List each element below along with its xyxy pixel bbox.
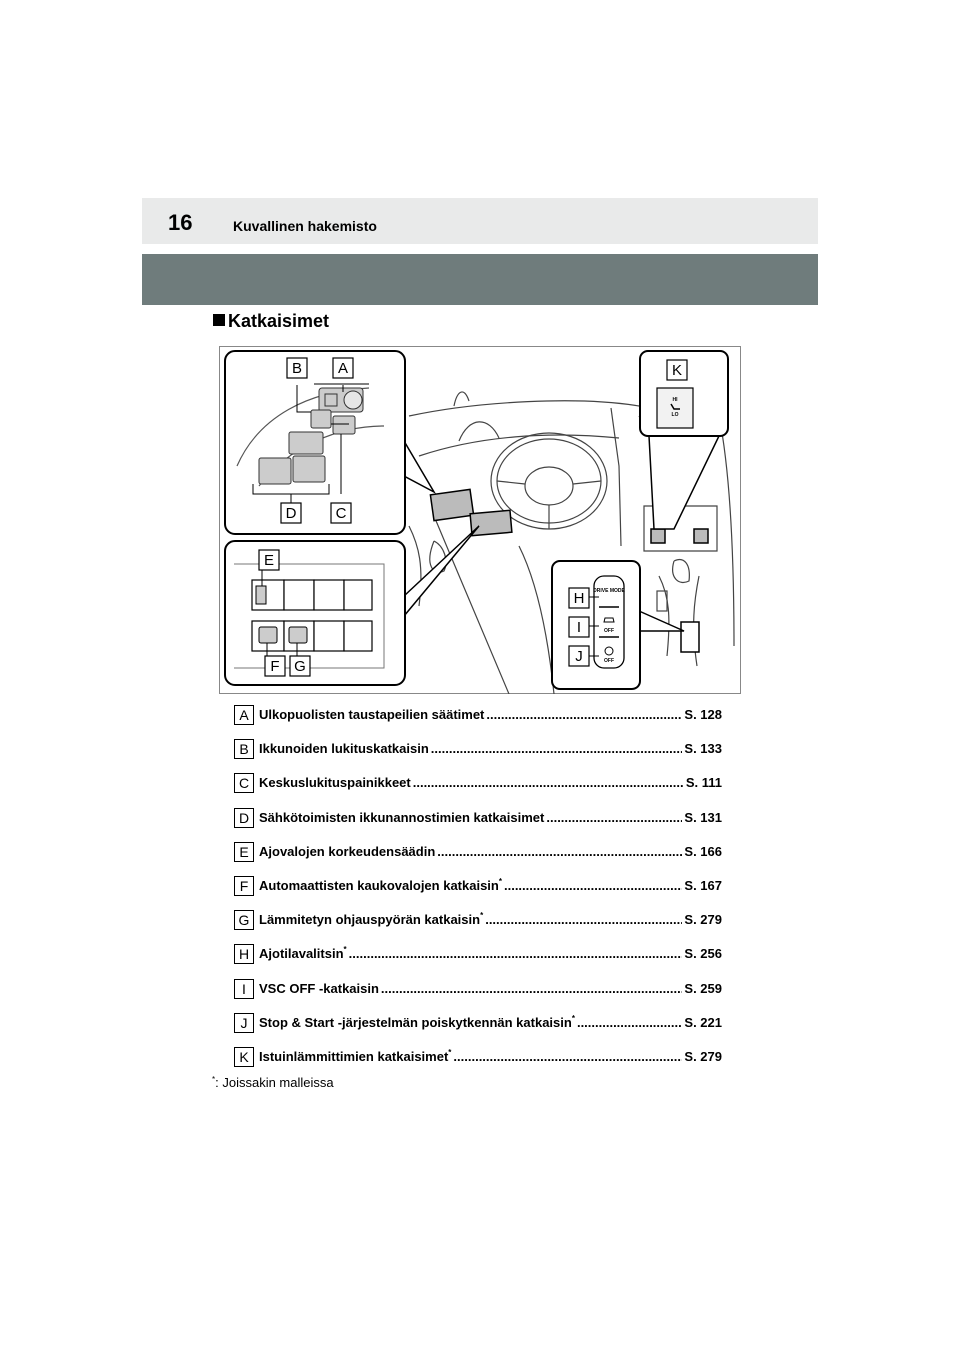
leader-dots xyxy=(349,946,683,962)
legend-item-e xyxy=(234,842,724,862)
legend-asterisk: * xyxy=(448,1049,452,1057)
legend-label-text: Stop & Start -järjestelmän poiskytkennän katkaisin xyxy=(259,1014,572,1030)
label-A-text: A xyxy=(337,360,349,377)
legend-key-badge: E xyxy=(234,842,254,862)
leader-dots xyxy=(486,707,682,723)
label-B-text: B xyxy=(291,360,303,377)
legend-label xyxy=(259,981,379,997)
seat-heater-panel xyxy=(640,351,728,436)
legend-label-text: VSC OFF -katkaisin xyxy=(259,980,379,996)
legend-label xyxy=(259,707,484,723)
legend-key-badge: C xyxy=(234,773,254,793)
off-text-2: OFF xyxy=(604,658,614,664)
legend-key-badge: H xyxy=(234,944,254,964)
legend-label-text: Istuinlämmittimien katkaisimet xyxy=(259,1049,449,1064)
legend-label xyxy=(259,775,411,791)
legend-asterisk: * xyxy=(480,912,484,921)
legend-entry xyxy=(259,981,722,997)
legend-item-d xyxy=(234,808,724,828)
legend-asterisk: * xyxy=(343,946,347,955)
legend-entry xyxy=(259,878,722,894)
legend-label xyxy=(259,1015,575,1031)
legend-page-ref[interactable]: S. 221 xyxy=(684,1014,722,1030)
legend-label xyxy=(259,741,429,757)
legend-label xyxy=(259,810,544,826)
legend-key-badge: J xyxy=(234,1013,254,1033)
legend-page-ref[interactable]: S. 111 xyxy=(685,775,722,791)
footnote-text: : Joissakin malleissa xyxy=(215,1075,334,1090)
door-switch-panel xyxy=(225,351,405,534)
section-bar xyxy=(142,254,818,305)
legend-page-ref[interactable]: S. 128 xyxy=(684,707,722,722)
leader-dots xyxy=(413,775,684,791)
leader-dots xyxy=(485,912,682,928)
legend-label-text: Ulkopuolisten taustapeilien säätimet xyxy=(259,707,485,722)
legend-label-text: Ajovalojen korkeudensäädin xyxy=(259,843,436,859)
legend-entry xyxy=(259,1049,722,1065)
legend-key-badge: D xyxy=(234,808,254,828)
legend-entry xyxy=(259,775,722,791)
lo-text: LO xyxy=(671,412,679,418)
legend-item-h xyxy=(234,944,724,964)
legend-asterisk: * xyxy=(571,1014,575,1023)
legend-label xyxy=(259,878,502,894)
legend-item-k xyxy=(234,1047,724,1067)
legend-item-g xyxy=(234,910,724,930)
legend-entry xyxy=(259,844,722,860)
section-title-text: Katkaisimet xyxy=(228,311,330,331)
leader-dots xyxy=(381,981,682,997)
page-number: 16 xyxy=(168,210,193,235)
legend-label-text: Automaattisten kaukovalojen katkaisin xyxy=(259,878,499,893)
legend-item-b xyxy=(234,739,724,759)
legend-item-c xyxy=(234,773,724,793)
legend-key-badge: A xyxy=(234,705,254,725)
legend-entry xyxy=(259,946,722,962)
legend-page-ref[interactable]: S. 256 xyxy=(684,946,722,962)
legend-entry xyxy=(259,810,722,826)
label-K-text: K xyxy=(671,362,683,379)
off-text-1: OFF xyxy=(604,628,614,634)
label-G-text: G xyxy=(294,658,306,675)
label-C-text: C xyxy=(335,505,347,522)
legend-label-text: Sähkötoimisten ikkunannostimien katkaisimet xyxy=(259,809,545,825)
legend-label-text: Keskuslukituspainikkeet xyxy=(259,775,411,791)
legend-page-ref[interactable]: S. 131 xyxy=(684,809,722,825)
legend-key-badge: B xyxy=(234,739,254,759)
drive-mode-panel xyxy=(552,561,640,689)
hi-text: HI xyxy=(672,397,678,403)
legend-asterisk: * xyxy=(498,878,502,886)
label-I-text: I xyxy=(576,619,582,636)
legend-page-ref[interactable]: S. 259 xyxy=(684,980,722,996)
legend-entry xyxy=(259,912,722,928)
label-F-text: F xyxy=(270,658,280,675)
legend-key-badge: I xyxy=(234,979,254,999)
section-title xyxy=(213,310,329,332)
lower-switch-panel xyxy=(225,541,405,685)
label-H-text: H xyxy=(573,590,585,607)
leader-dots xyxy=(546,810,682,826)
legend-label-text: Ajotilavalitsin xyxy=(259,946,344,962)
label-E-text: E xyxy=(263,552,275,569)
leader-dots xyxy=(577,1015,682,1031)
drive-mode-text: DRIVE MODE xyxy=(593,588,625,594)
legend-item-f xyxy=(234,876,724,896)
label-J-text: J xyxy=(575,648,583,665)
square-bullet-icon xyxy=(213,314,225,326)
chapter-title: Kuvallinen hakemisto xyxy=(233,218,377,234)
footnote-mark: * xyxy=(212,1075,216,1084)
leader-dots xyxy=(504,878,682,894)
legend-page-ref[interactable]: S. 166 xyxy=(684,843,722,859)
legend-page-ref[interactable]: S. 167 xyxy=(684,878,722,893)
legend-page-ref[interactable]: S. 279 xyxy=(684,912,722,928)
leader-dots xyxy=(453,1049,682,1065)
legend-page-ref[interactable]: S. 133 xyxy=(684,741,722,757)
legend-key-badge: G xyxy=(234,910,254,930)
legend-key-badge: F xyxy=(234,876,254,896)
legend-item-i xyxy=(234,979,724,999)
legend-entry xyxy=(259,741,722,757)
switches-illustration xyxy=(219,346,741,694)
legend-label xyxy=(259,946,347,962)
legend-label xyxy=(259,1049,451,1065)
footnote xyxy=(212,1075,334,1091)
leader-dots xyxy=(431,741,683,757)
legend-label xyxy=(259,844,435,860)
legend-label-text: Ikkunoiden lukituskatkaisin xyxy=(259,741,429,757)
legend-entry xyxy=(259,1015,722,1031)
label-D-text: D xyxy=(285,505,297,522)
legend-label-text: Lämmitetyn ohjauspyörän katkaisin xyxy=(259,912,481,928)
legend-entry xyxy=(259,707,722,723)
leader-dots xyxy=(437,844,682,860)
legend-item-j xyxy=(234,1013,724,1033)
legend-item-a xyxy=(234,705,724,725)
legend-page-ref[interactable]: S. 279 xyxy=(684,1049,722,1064)
legend-label xyxy=(259,912,483,928)
legend-key-badge: K xyxy=(234,1047,254,1067)
